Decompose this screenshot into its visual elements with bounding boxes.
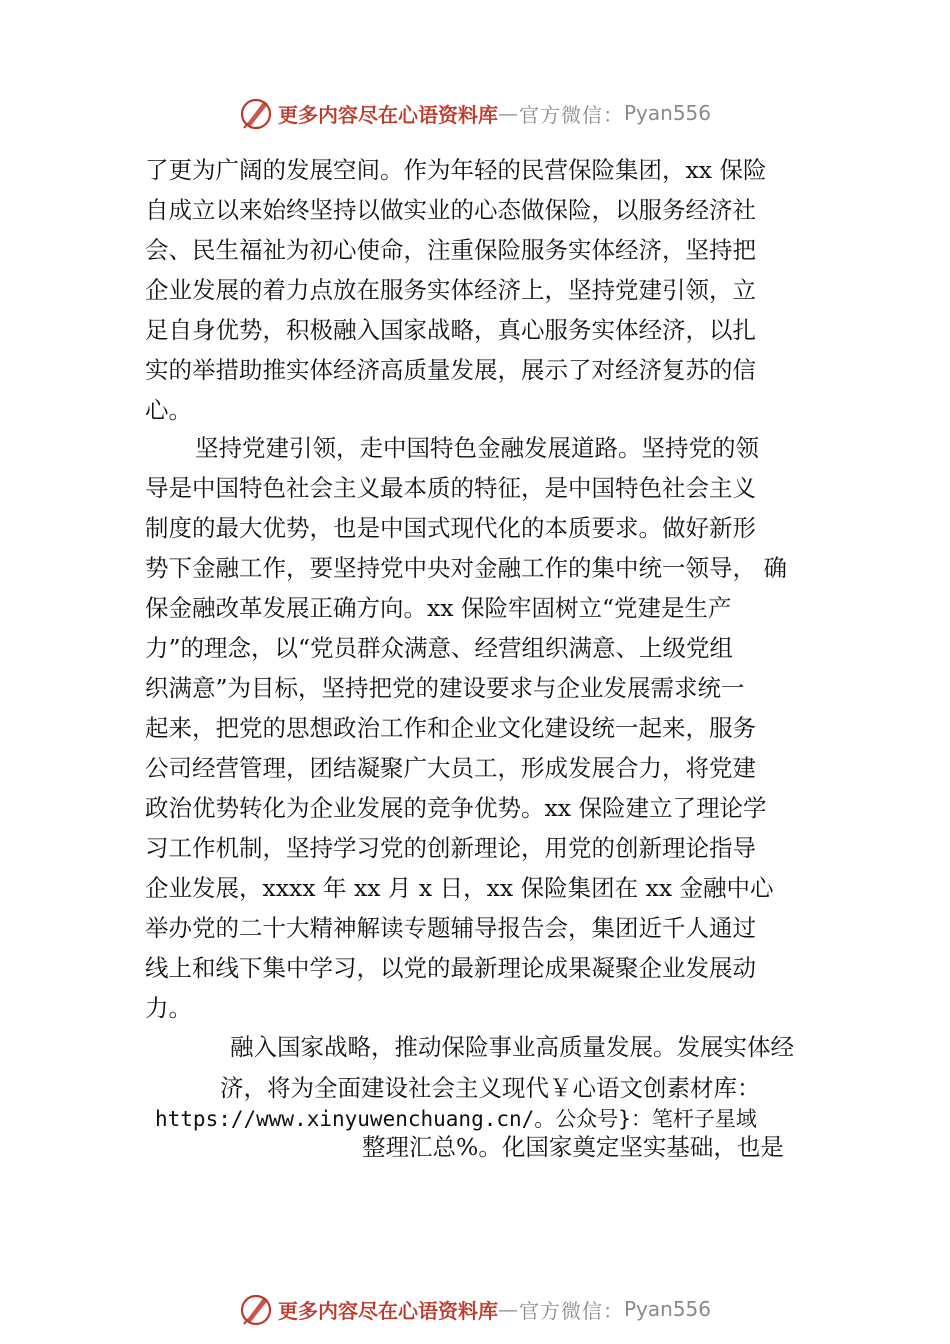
text-line: 整理汇总%。化国家奠定坚实基础，也是	[362, 1133, 784, 1161]
text-line: 习工作机制，坚持学习党的创新理论，用党的创新理论指导	[145, 834, 756, 862]
text-line: 了更为广阔的发展空间。作为年轻的民营保险集团，xx 保险	[145, 156, 767, 184]
text-line-url: https://www.xinyuwenchuang.cn/。公众号}：笔杆子星域	[155, 1107, 757, 1131]
text-line: 实的举措助推实体经济高质量发展，展示了对经济复苏的信	[145, 356, 756, 384]
quill-logo-icon	[238, 95, 274, 131]
text-line: 融入国家战略，推动保险事业高质量发展。发展实体经	[230, 1033, 794, 1061]
quill-logo-icon	[238, 1291, 274, 1327]
text-line: 企业发展，xxxx 年 xx 月 x 日，xx 保险集团在 xx 金融中心	[145, 874, 774, 902]
banner-wechat-label: 官方微信：	[519, 1298, 624, 1323]
banner-dash: —	[498, 1297, 519, 1321]
banner-wechat-id: Pyan556	[624, 101, 712, 125]
text-line: 力。	[145, 994, 192, 1022]
header-banner	[0, 93, 950, 133]
text-line: 保金融改革发展正确方向。xx 保险牢固树立“党建是生产	[145, 594, 732, 622]
text-line: 会、民生福祉为初心使命，注重保险服务实体经济，坚持把	[145, 236, 756, 264]
banner-content	[238, 93, 711, 133]
text-line: 线上和线下集中学习，以党的最新理论成果凝聚企业发展动	[145, 954, 756, 982]
text-line: 自成立以来始终坚持以做实业的心态做保险，以服务经济社	[145, 196, 756, 224]
banner-dash: —	[498, 101, 519, 125]
text-line: 力”的理念，以“党员群众满意、经营组织满意、上级党组	[145, 634, 734, 662]
banner-site-name: 更多内容尽在心语资料库	[278, 1298, 498, 1323]
footer-banner	[0, 1289, 950, 1329]
text-line: 心。	[145, 396, 192, 424]
text-line: 济，将为全面建设社会主义现代￥心语文创素材库：	[220, 1074, 761, 1102]
text-line: 制度的最大优势，也是中国式现代化的本质要求。做好新形	[145, 514, 756, 542]
banner-wechat-id: Pyan556	[624, 1297, 712, 1321]
banner-wechat-label: 官方微信：	[519, 102, 624, 127]
text-line: 企业发展的着力点放在服务实体经济上，坚持党建引领，立	[145, 276, 756, 304]
banner-content	[238, 1289, 711, 1329]
text-line: 政治优势转化为企业发展的竞争优势。xx 保险建立了理论学	[145, 794, 767, 822]
text-line: 起来，把党的思想政治工作和企业文化建设统一起来，服务	[145, 714, 756, 742]
text-line: 导是中国特色社会主义最本质的特征，是中国特色社会主义	[145, 474, 756, 502]
text-line: 举办党的二十大精神解读专题辅导报告会，集团近千人通过	[145, 914, 756, 942]
text-line: 坚持党建引领，走中国特色金融发展道路。坚持党的领	[195, 434, 759, 462]
text-line: 公司经营管理，团结凝聚广大员工，形成发展合力，将党建	[145, 754, 756, 782]
text-line: 足自身优势，积极融入国家战略，真心服务实体经济，以扎	[145, 316, 756, 344]
text-line: 织满意”为目标，坚持把党的建设要求与企业发展需求统一	[145, 674, 745, 702]
banner-site-name: 更多内容尽在心语资料库	[278, 102, 498, 127]
text-line: 势下金融工作，要坚持党中央对金融工作的集中统一领导， 确	[145, 554, 787, 582]
